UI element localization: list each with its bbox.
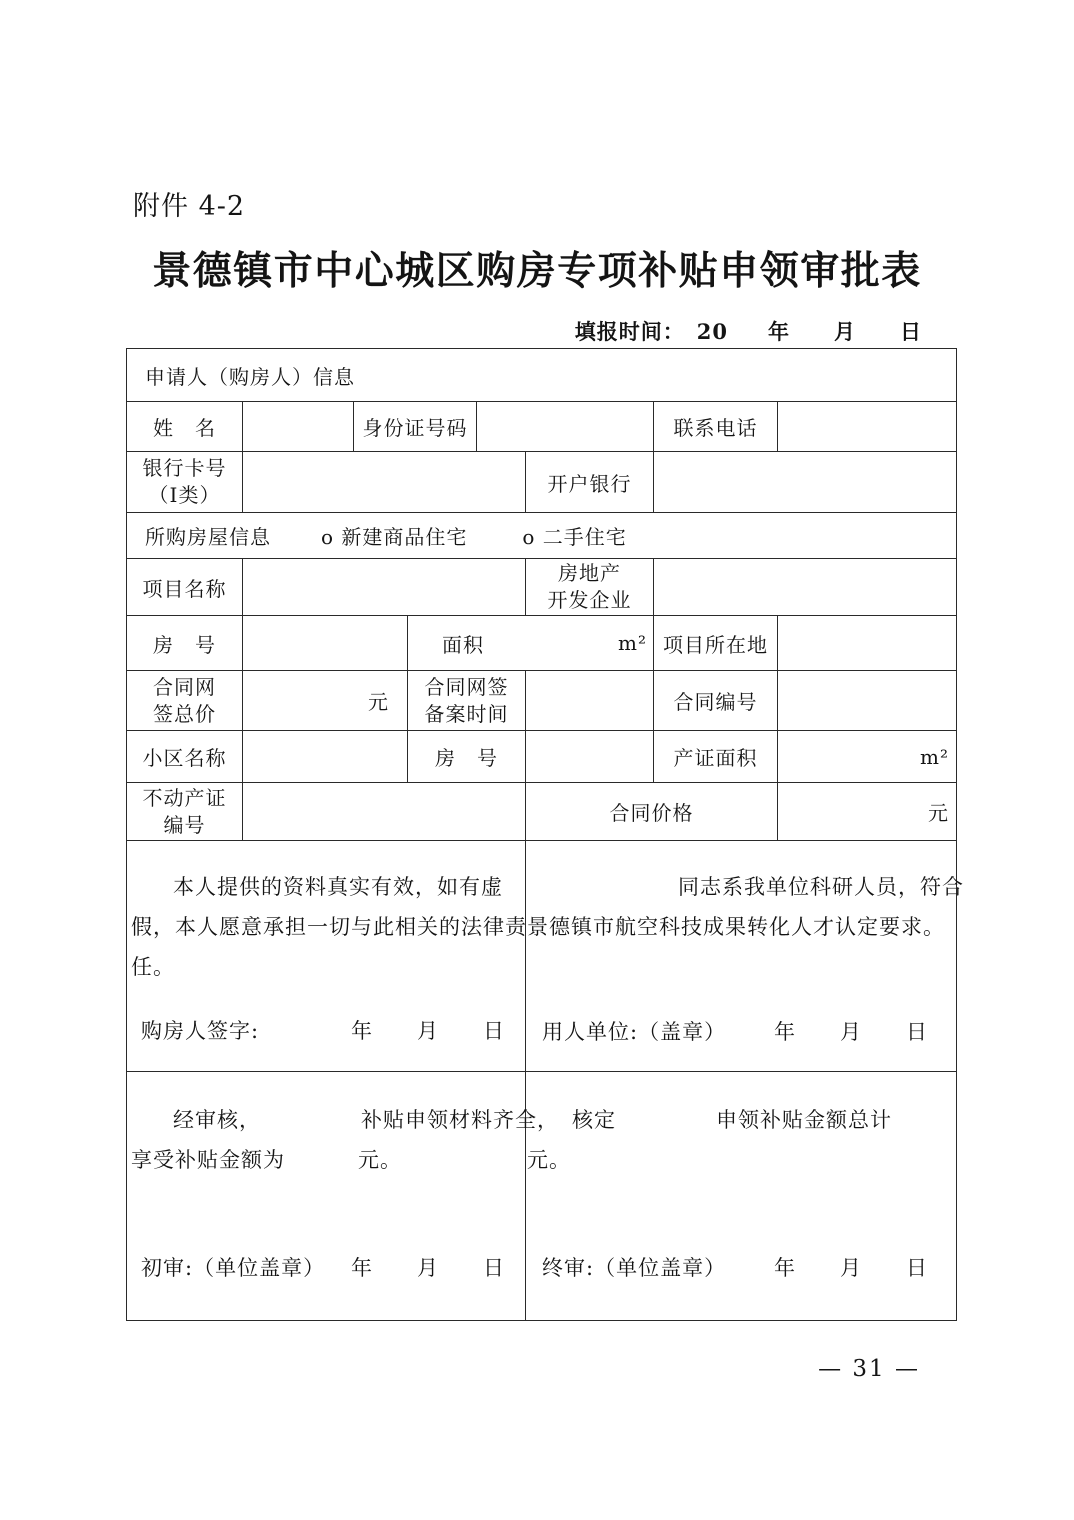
fill-date-year-prefix: 20: [696, 319, 728, 344]
project-row: [127, 559, 957, 616]
area-unit: m²: [618, 631, 647, 655]
buyer-declaration-line3: 任。: [131, 955, 175, 979]
community-name-label: 小区名称: [127, 731, 243, 783]
contract-price-row: [127, 671, 957, 731]
page-title: 景德镇市中心城区购房专项补贴申领审批表: [152, 248, 922, 294]
option-new-housing: o 新建商品住宅: [321, 525, 468, 549]
final-review-seal-label: 终审:（单位盖章）: [542, 1256, 727, 1280]
applicant-section-header: 申请人（购房人）信息: [127, 349, 957, 402]
fill-date-month: 月: [834, 319, 856, 344]
project-name-value-cell: [243, 559, 526, 616]
room-row: [127, 616, 957, 671]
approval-row: [127, 1072, 957, 1321]
phone-label: 联系电话: [654, 402, 778, 452]
community-row: [127, 731, 957, 783]
final-review-line1: 核定 申领补贴金额总计: [572, 1108, 892, 1132]
id-number-value-cell: [477, 402, 654, 452]
area-label: 面积: [442, 632, 484, 657]
developer-value-cell: [654, 559, 957, 616]
bank-card-label: 银行卡号 （I类）: [127, 452, 243, 513]
buyer-signature-label: 购房人签字:: [141, 1019, 260, 1043]
record-time-value-cell: [526, 671, 654, 731]
buyer-declaration-line2: 假，本人愿意承担一切与此相关的法律责: [131, 915, 527, 939]
phone-value-cell: [778, 402, 957, 452]
buyer-signature-line: 购房人签字: 年 月 日: [127, 1015, 525, 1045]
attachment-label: 附件 4-2: [133, 191, 246, 222]
subsidy-approval-table: [126, 348, 964, 1321]
property-cert-row: [127, 783, 957, 841]
employer-declaration-line2: 景德镇市航空科技成果转化人才认定要求。: [527, 915, 945, 939]
buyer-declaration-line1: 本人提供的资料真实有效，如有虚: [173, 875, 503, 899]
final-review-cell: [526, 1072, 957, 1321]
name-value-cell: [243, 402, 354, 452]
developer-label: 房地产 开发企业: [526, 559, 654, 616]
page-number: — 31 —: [818, 1356, 920, 1382]
applicant-section-row: [127, 349, 957, 402]
room-number-value-cell: [243, 616, 408, 671]
fill-date-year: 年: [768, 319, 790, 344]
community-room-label: 房 号: [408, 731, 526, 783]
community-room-value-cell: [526, 731, 654, 783]
project-location-label: 项目所在地: [654, 616, 778, 671]
employer-seal-line: 用人单位:（盖章） 年 月 日: [526, 1016, 956, 1046]
employer-declaration-line1: 同志系我单位科研人员，符合: [678, 875, 964, 899]
fill-date-label: 填报时间：: [574, 319, 685, 344]
id-number-label: 身份证号码: [354, 402, 477, 452]
fill-date-line: [126, 316, 956, 346]
bank-card-value-cell: [243, 452, 526, 513]
fill-date-day: 日: [900, 319, 922, 344]
cert-area-unit: m²: [778, 731, 957, 783]
name-label: 姓 名: [127, 402, 243, 452]
name-row: [127, 402, 957, 452]
project-location-value-cell: [778, 616, 957, 671]
room-number-label: 房 号: [127, 616, 243, 671]
employer-seal-label: 用人单位:（盖章）: [542, 1020, 727, 1044]
first-review-signature-line: 初审:（单位盖章） 年 月 日: [127, 1252, 525, 1282]
final-review-signature-line: 终审:（单位盖章） 年 月 日: [526, 1252, 956, 1282]
property-cert-value-cell: [243, 783, 526, 841]
buyer-declaration-cell: [127, 841, 526, 1072]
community-name-value-cell: [243, 731, 408, 783]
first-review-seal-label: 初审:（单位盖章）: [141, 1256, 326, 1280]
first-review-line1: 经审核， 补贴申领材料齐全，: [173, 1108, 559, 1132]
house-section-row: [127, 513, 957, 559]
contract-number-label: 合同编号: [654, 671, 778, 731]
house-section-header: 所购房屋信息: [145, 525, 271, 549]
cert-area-label: 产证面积: [654, 731, 778, 783]
property-cert-label: 不动产证 编号: [127, 783, 243, 841]
bank-row: [127, 452, 957, 513]
first-review-cell: [127, 1072, 559, 1321]
contract-price-label: 合同价格: [526, 783, 778, 841]
online-contract-price-unit: 元: [243, 671, 408, 731]
online-contract-price-label: 合同网 签总价: [127, 671, 243, 731]
contract-price-unit: 元: [778, 783, 957, 841]
record-time-label: 合同网签 备案时间: [408, 671, 526, 731]
final-review-line2: 元。: [527, 1148, 571, 1172]
declaration-row: [127, 841, 957, 1072]
area-cell: [408, 616, 654, 671]
employer-declaration-cell: [526, 841, 964, 1072]
first-review-line2: 享受补贴金额为 元。: [131, 1148, 402, 1172]
house-section-cell: [127, 513, 957, 559]
bank-name-value-cell: [654, 452, 957, 513]
contract-number-value-cell: [778, 671, 957, 731]
option-secondhand-housing: o 二手住宅: [522, 525, 627, 549]
project-name-label: 项目名称: [127, 559, 243, 616]
bank-name-label: 开户银行: [526, 452, 654, 513]
